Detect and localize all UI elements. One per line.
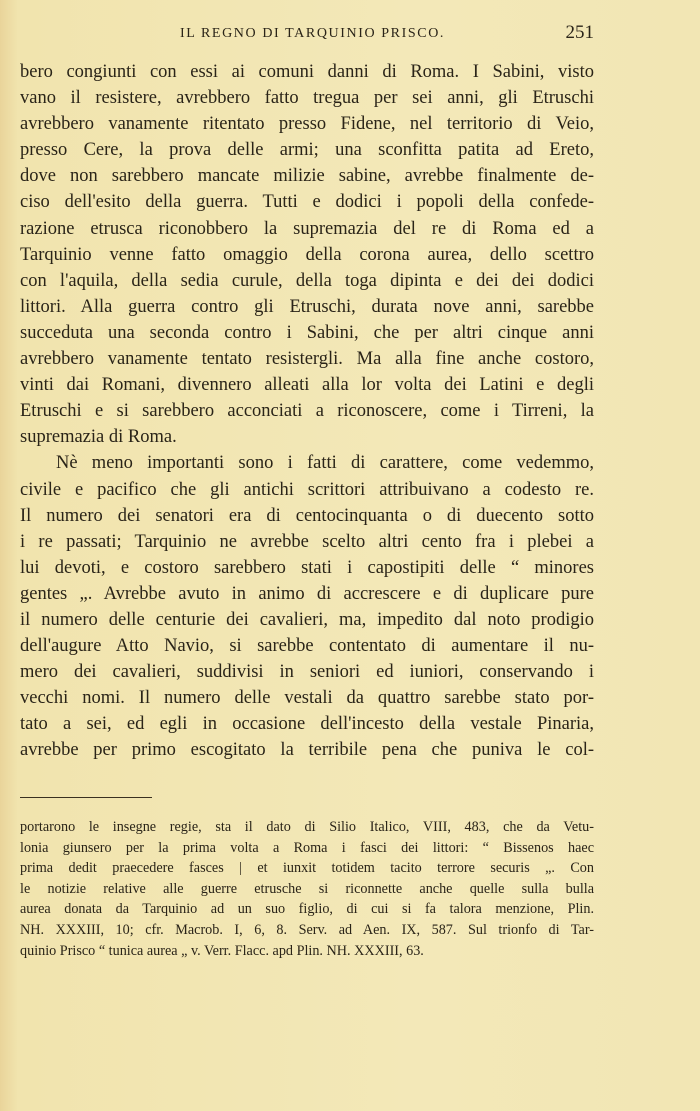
text-line: il numero delle centurie dei cavalieri, ma, impedito dal noto prodigio — [20, 609, 594, 630]
text-line: Tarquinio venne fatto omaggio della corona aurea, dello scettro — [20, 244, 594, 265]
text-line: dell'augure Atto Navio, si sarebbe contentato di aumentare il nu- — [20, 636, 594, 657]
text-line: Il numero dei senatori era di centocinquanta o di duecento sotto — [20, 505, 594, 526]
paragraph-end-line: supremazia di Roma. — [20, 427, 177, 448]
text-line: i re passati; Tarquinio ne avrebbe scelto altri cento fra i plebei a — [20, 531, 594, 552]
footnote-line: aurea donata da Tarquinio ad un suo figlio, di cui si fa talora menzione, Plin. — [20, 901, 594, 918]
text-line: vecchi nomi. Il numero delle vestali da quattro sarebbe stato por- — [20, 688, 594, 709]
text-line: succeduta una seconda contro i Sabini, che per altri cinque anni — [20, 322, 594, 343]
footnote-line: prima dedit praecedere fasces | et iunxit totidem tacito terrore securis „. Con — [20, 860, 594, 877]
text-line: mero dei cavalieri, suddivisi in seniori ed iuniori, conservando i — [20, 662, 594, 683]
body-text — [20, 59, 594, 764]
footnote-rule — [20, 797, 152, 798]
text-line: avrebbe per primo escogitato la terribile pena che puniva le col- — [20, 740, 594, 761]
text-line: lui devoti, e costoro sarebbero stati i capostipiti delle “ minores — [20, 557, 594, 578]
text-line: vano il resistere, avrebbero fatto tregua per sei anni, gli Etruschi — [20, 88, 594, 109]
page-header — [20, 22, 594, 46]
text-line: vinti dai Romani, divennero alleati alla lor volta dei Latini e degli — [20, 375, 594, 396]
text-line: bero congiunti con essi ai comuni danni di Roma. I Sabini, visto — [20, 62, 594, 82]
text-line: Etruschi e si sarebbero acconciati a riconoscere, come i Tirreni, la — [20, 401, 594, 422]
footnote — [20, 817, 594, 961]
text-line: con l'aquila, della sedia curule, della toga dipinta e dei dei dodici — [20, 270, 594, 291]
footnote-line: le notizie relative alle guerre etrusche si riconnette anche quelle sulla bulla — [20, 880, 594, 897]
text-line: littori. Alla guerra contro gli Etruschi, durata nove anni, sarebbe — [20, 296, 594, 317]
text-line: gentes „. Avrebbe avuto in animo di accrescere e di duplicare pure — [20, 583, 594, 604]
footnote-line: lonia giunsero per la prima volta a Roma i fasci dei littori: “ Bissenos haec — [20, 839, 594, 856]
footnote-line: portarono le insegne regie, sta il dato di Silio Italico, VIII, 483, che da Vetu- — [20, 819, 594, 835]
text-line: civile e pacifico che gli antichi scrittori attribuivano a codesto re. — [20, 479, 594, 500]
text-line: avrebbero vanamente tentato resistergli. Ma alla fine anche costoro, — [20, 349, 594, 370]
text-line: tato a sei, ed egli in occasione dell'incesto della vestale Pinaria, — [20, 714, 594, 735]
running-title: IL REGNO DI TARQUINIO PRISCO. — [180, 26, 445, 41]
page-number: 251 — [565, 22, 594, 43]
text-line: ciso dell'esito della guerra. Tutti e dodici i popoli della confede- — [20, 192, 594, 213]
footnote-line: NH. XXXIII, 10; cfr. Macrob. I, 6, 8. Serv. ad Aen. IX, 587. Sul trionfo di Tar- — [20, 921, 594, 938]
text-line: avrebbero vanamente ritentato presso Fidene, nel territorio di Veio, — [20, 114, 594, 135]
text-line: razione etrusca riconobbero la supremazia del re di Roma ed a — [20, 218, 594, 239]
text-line: dove non sarebbero mancate milizie sabine, avrebbe finalmente de- — [20, 166, 594, 187]
text-line: presso Cere, la prova delle armi; una sconfitta patita ad Ereto, — [20, 140, 594, 161]
footnote-line: quinio Prisco “ tunica aurea „ v. Verr. Flacc. apd Plin. NH. XXXIII, 63. — [20, 942, 424, 959]
paragraph-start-line: Nè meno importanti sono i fatti di carattere, come vedemmo, — [56, 453, 594, 474]
